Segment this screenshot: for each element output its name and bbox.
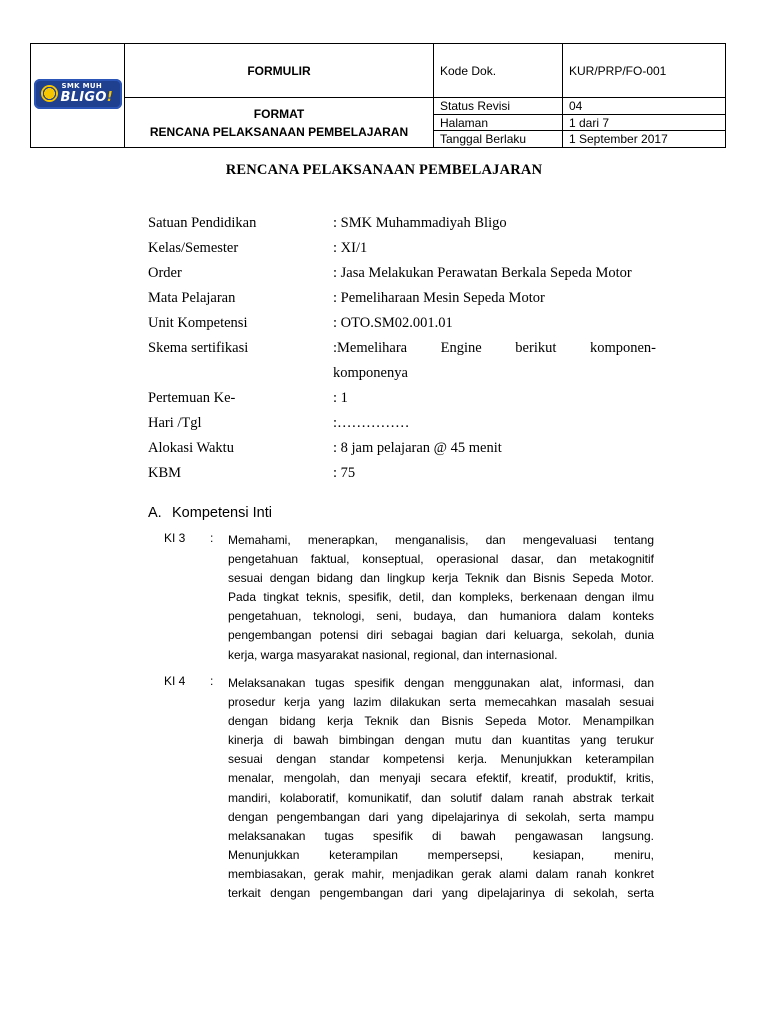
identity-row	[148, 411, 656, 436]
ki-text-line: Menunjukkan keterampilan mempersepsi, kesiapan, meniru,	[228, 847, 654, 862]
logo-small-text: SMK MUH	[61, 82, 102, 90]
identity-key: Satuan Pendidikan	[148, 215, 257, 231]
field-label-tanggal-berlaku: Tanggal Berlaku	[434, 131, 563, 148]
field-value-tanggal-berlaku: 1 September 2017	[563, 131, 726, 148]
identity-key: KBM	[148, 465, 182, 481]
identity-value-continuation: komponenya	[333, 365, 408, 381]
ki-colon: :	[210, 674, 214, 688]
identity-value: : 1	[333, 390, 348, 406]
ki-text	[228, 674, 654, 903]
identity-key: Hari /Tgl	[148, 415, 202, 431]
ki-colon: :	[210, 531, 214, 545]
section-a-heading	[148, 505, 272, 521]
identity-key: Unit Kompetensi	[148, 315, 248, 331]
ki-text-line: Melaksanakan tugas spesifik dengan menggunakan alat, informasi, dan	[228, 676, 654, 690]
section-number: A.	[148, 505, 162, 521]
form-label: FORMULIR	[125, 44, 434, 98]
field-value-kode-dok: KUR/PRP/FO-001	[563, 44, 726, 98]
identity-row	[148, 336, 656, 386]
ki-text	[228, 531, 654, 665]
ki-text-line: pengetahuan, teknologi, seni, budaya, dan humaniora dalam konteks	[228, 609, 654, 624]
ki-text-line: dengan pengembangan dari yang dipelajarinya di sekolah, serta mampu	[228, 809, 654, 824]
identity-value: : SMK Muhammadiyah Bligo	[333, 215, 507, 231]
field-value-halaman: 1 dari 7	[563, 114, 726, 131]
format-title-line-2: RENCANA PELAKSANAAN PEMBELAJARAN	[149, 124, 409, 139]
identity-key: Pertemuan Ke-	[148, 390, 236, 406]
identity-value: : 75	[333, 465, 356, 481]
identity-row	[148, 236, 656, 261]
identity-row	[148, 311, 656, 336]
school-logo	[34, 79, 122, 109]
section-title: Kompetensi Inti	[172, 505, 272, 521]
identity-key: Mata Pelajaran	[148, 290, 236, 306]
document-header-table	[30, 43, 726, 148]
identity-key: Order	[148, 265, 182, 281]
ki-text-line: terkait dengan pengembangan dari yang dipelajarinya di sekolah, serta	[228, 886, 654, 901]
ki-code: KI 3	[164, 531, 186, 545]
identity-row	[148, 386, 656, 411]
identity-key: Alokasi Waktu	[148, 440, 234, 456]
identity-row	[148, 461, 656, 486]
ki-text-line: kerja, warga masyarakat nasional, regional, dan internasional.	[228, 647, 558, 662]
ki-text-line: melaksanakan tugas spesifik di bawah pengawasan langsung.	[228, 828, 654, 843]
ki-code: KI 4	[164, 674, 186, 688]
field-label-halaman: Halaman	[434, 114, 563, 131]
document-title: RENCANA PELAKSANAAN PEMBELAJARAN	[225, 162, 543, 178]
identity-row	[148, 211, 656, 236]
identity-row	[148, 261, 656, 286]
identity-value: : Pemeliharaan Mesin Sepeda Motor	[333, 290, 545, 306]
format-title-line-1: FORMAT	[253, 106, 305, 121]
identity-value: :……………	[333, 415, 410, 431]
identity-list	[148, 211, 656, 486]
ki-text-line: pengetahuan faktual, konseptual, operasional dasar, dan metakognitif	[228, 552, 654, 567]
ki-text-line: membiasakan, gerak mahir, menjadikan gerak alami dalam ranah konkret	[228, 866, 654, 881]
format-title-cell	[125, 98, 434, 148]
muhammadiyah-sun-icon	[41, 85, 58, 102]
identity-value: : OTO.SM02.001.01	[333, 315, 453, 331]
ki-text-line: mandiri, kolaboratif, komunikatif, dan solutif dalam ranah abstrak terkait	[228, 790, 654, 805]
ki-text-line: pengembangan potensi diri sebagai bagian dari keluarga, sekolah, dunia	[228, 628, 654, 643]
logo-cell	[31, 44, 125, 148]
ki-text-line: prosedur kerja yang lazim dilakukan serta memecahkan masalah sesuai	[228, 695, 654, 710]
identity-value: :Memelihara Engine berikut komponen-	[333, 340, 656, 356]
identity-key: Skema sertifikasi	[148, 340, 249, 356]
ki-text-line: dengan bidang kerja Teknik dan Bisnis Sepeda Motor. Menampilkan	[228, 714, 654, 729]
identity-value: : Jasa Melakukan Perawatan Berkala Sepeda Motor	[333, 265, 632, 281]
ki-text-line: sesuai dengan bidang dan lingkup kerja Teknik dan Bisnis Sepeda Motor.	[228, 571, 654, 586]
identity-value: : 8 jam pelajaran @ 45 menit	[333, 440, 502, 456]
identity-row	[148, 286, 656, 311]
ki-text-line: sesuai dengan standar kompetensi kerja. Menunjukkan keterampilan	[228, 752, 654, 767]
logo-big-text: BLIGO!	[60, 90, 113, 105]
ki-text-line: kinerja di bawah bimbingan dengan mutu dan kuantitas yang terukur	[228, 733, 654, 748]
ki-text-line: Memahami, menerapkan, menganalisis, dan mengevaluasi tentang	[228, 533, 654, 547]
identity-row	[148, 436, 656, 461]
field-label-kode-dok: Kode Dok.	[434, 44, 563, 98]
identity-key: Kelas/Semester	[148, 240, 239, 256]
field-label-status-revisi: Status Revisi	[434, 98, 563, 115]
ki-text-line: Pada tingkat teknis, spesifik, detil, dan kompleks, berkenaan dengan ilmu	[228, 590, 654, 605]
field-value-status-revisi: 04	[563, 98, 726, 115]
ki-text-line: menalar, mengolah, dan menyaji secara efektif, kreatif, produktif, kritis,	[228, 771, 654, 786]
identity-value: : XI/1	[333, 240, 368, 256]
